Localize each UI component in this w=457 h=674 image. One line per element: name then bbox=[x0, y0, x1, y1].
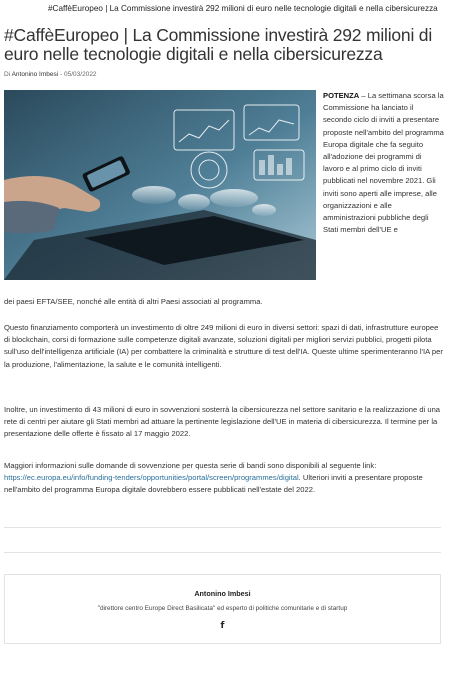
article-title: #CaffèEuropeo | La Commissione investirà 292 milioni di euro nelle tecnologie digitali e nella cibersicurezza bbox=[4, 25, 433, 64]
lead-continuation: dei paesi EFTA/SEE, nonché alle entità di altri Paesi associati al programma. bbox=[4, 297, 263, 306]
author-link[interactable]: Antonino Imbesi bbox=[11, 71, 59, 78]
programme-link[interactable]: https://ec.europa.eu/info/funding-tenders/opportunities/portal/screen/programmes/digital bbox=[4, 473, 299, 483]
dateline: POTENZA bbox=[323, 91, 360, 100]
content-divider bbox=[4, 527, 441, 528]
author-box-name[interactable]: Antonino Imbesi bbox=[194, 589, 251, 598]
lead-text: – La settimana scorsa la Commissione ha lanciato il secondo ciclo di inviti a presentare proposte nell'ambito del programma Europa digitale che fa seguito all'adozione dei programmi di lavoro e al primo ciclo di inviti pubblicati nel novembre 2021. Gli inviti sono aperti alle imprese, alle organizzazioni e alle amministrazioni pubbliche degli Stati membri dell'UE e bbox=[323, 91, 444, 235]
info-text-after: . Ulteriori inviti a presentare proposte nell'ambito del programma Europa digitale dovrebbero essere pubblicati nell'estate del 2022. bbox=[4, 473, 423, 495]
article-meta bbox=[4, 71, 97, 78]
info-text-before: Maggiori informazioni sulle domande di sovvenzione per questa serie di bandi sono disponibili al seguente link: bbox=[4, 461, 377, 470]
paragraph-info bbox=[4, 460, 444, 497]
article-lead bbox=[323, 90, 444, 236]
hero-image bbox=[4, 90, 316, 280]
ticker-bar bbox=[0, 0, 457, 18]
paragraph-funding: Questo finanziamento comporterà un investimento di oltre 249 milioni di euro in diversi settori: spazi di dati, infrastrutture europee di blockchain, corsi di formazione sulle competenze digitali avanzate, soluzioni digitali per migliori servizi pubblici, progetti pilota sull'uso dell'intelligenza artificiale (IA) per combattere la criminalità e strutture di test dell'IA. Queste ultime sperimenteranno l'IA per la produzione, l'alimentazione, la salute e le comunità intelligenti. bbox=[4, 323, 443, 369]
content-divider-2 bbox=[4, 552, 441, 553]
article-date: 05/03/2022 bbox=[64, 71, 97, 78]
hero-illustration bbox=[4, 90, 316, 280]
author-box-bio: "direttore centro Europe Direct Basilicata" ed esperto di politiche comunitarie e di startup bbox=[97, 605, 348, 612]
ticker-text[interactable]: #CaffèEuropeo | La Commissione investirà 292 milioni di euro nelle tecnologie digitali e nella cibersicurezza bbox=[48, 4, 438, 13]
paragraph-cybersecurity: Inoltre, un investimento di 43 milioni di euro in sovvenzioni sosterrà la cibersicurezza nel settore sanitario e la realizzazione di una rete di centri per aiutare gli Stati membri ad attuare la pertinente legislazione dell'UE in materia di cibersicurezza. Il termine per la presentazione delle offerte è fissato al 17 maggio 2022. bbox=[4, 405, 441, 439]
author-box bbox=[4, 574, 441, 644]
author-prefix: Di bbox=[4, 71, 11, 78]
facebook-icon[interactable]: f bbox=[220, 621, 225, 631]
meta-separator: - bbox=[60, 71, 63, 78]
